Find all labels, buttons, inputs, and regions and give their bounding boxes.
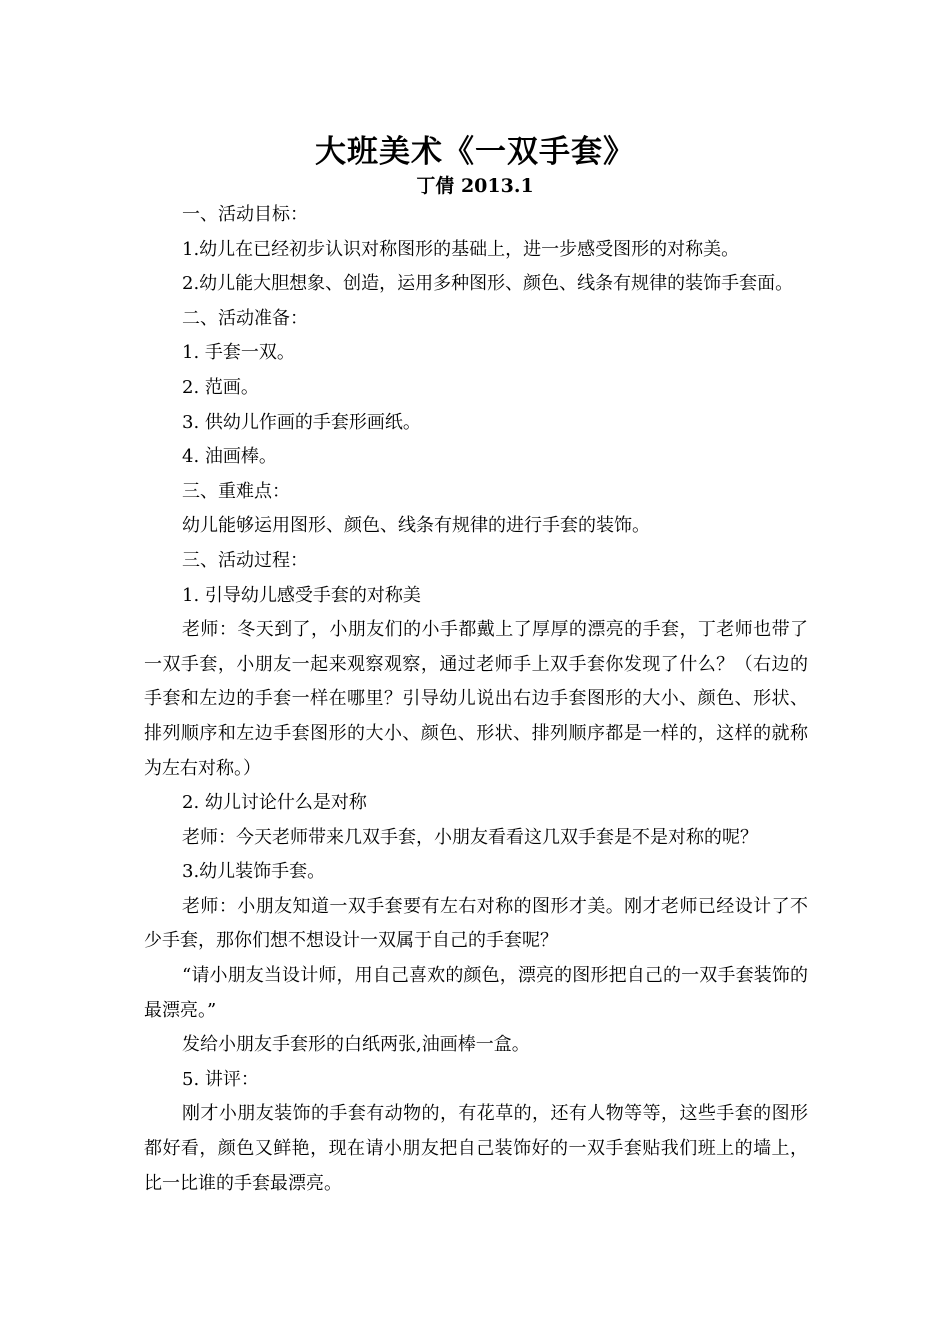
paragraph: 幼儿能够运用图形、颜色、线条有规律的进行手套的装饰。 xyxy=(182,515,650,537)
section-heading: 二、活动准备： xyxy=(182,307,308,329)
paragraph: 2.幼儿能大胆想象、创造，运用多种图形、颜色、线条有规律的装饰手套面。 xyxy=(182,273,794,295)
list-item: 3. 供幼儿作画的手套形画纸。 xyxy=(182,411,421,433)
paragraph: 1.幼儿在已经初步认识对称图形的基础上，进一步感受图形的对称美。 xyxy=(182,238,740,260)
list-item: 5. 讲评： xyxy=(182,1068,259,1090)
document-author: 丁倩 2013.1 xyxy=(416,175,534,197)
section-heading: 三、活动过程： xyxy=(182,549,308,571)
section-heading: 一、活动目标： xyxy=(182,204,308,225)
paragraph: “请小朋友当设计师，用自己喜欢的颜色，漂亮的图形把自己的一双手套装饰的最漂亮。” xyxy=(144,965,808,1021)
list-item: 1. 引导幼儿感受手套的对称美 xyxy=(182,584,421,606)
document-title: 大班美术《一双手套》 xyxy=(315,134,635,170)
section-heading: 三、重难点： xyxy=(182,480,290,502)
paragraph: 老师：小朋友知道一双手套要有左右对称的图形才美。刚才老师已经设计了不少手套，那你们想不想设计一双属于自己的手套呢？ xyxy=(144,895,808,952)
paragraph: 老师：今天老师带来几双手套，小朋友看看这几双手套是不是对称的呢？ xyxy=(182,826,758,848)
list-item: 1. 手套一双。 xyxy=(182,342,295,364)
list-item: 4. 油画棒。 xyxy=(182,446,277,468)
paragraph: 发给小朋友手套形的白纸两张,油画棒一盒。 xyxy=(182,1034,530,1056)
list-item: 2. 幼儿讨论什么是对称 xyxy=(182,792,367,814)
list-item: 2. 范画。 xyxy=(182,376,259,398)
paragraph: 老师：冬天到了，小朋友们的小手都戴上了厚厚的漂亮的手套，丁老师也带了一双手套，小朋友一起来观察观察，通过老师手上双手套你发现了什么？（右边的手套和左边的手套一样在哪里？引导幼儿说出右边手套图形的大小、颜色、形状、排列顺序和左边手套图形的大小、颜色、形状、排列顺序都是一样的，这样的就称为左右对称。） xyxy=(144,619,808,779)
paragraph: 刚才小朋友装饰的手套有动物的，有花草的，还有人物等等，这些手套的图形都好看，颜色又鲜艳，现在请小朋友把自己装饰好的一双手套贴我们班上的墙上，比一比谁的手套最漂亮。 xyxy=(144,1103,808,1194)
list-item: 3.幼儿装饰手套。 xyxy=(182,861,326,883)
document-body xyxy=(144,198,808,1201)
